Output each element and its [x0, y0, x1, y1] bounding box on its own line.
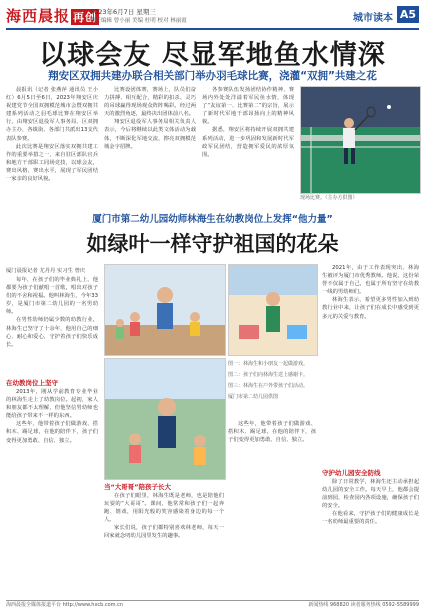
badminton-photo	[300, 86, 421, 194]
story2-column-right-bottom: 除了日常教学，林海生还主动承担起幼儿园的安全工作。每天早上，他都会提前到园，检查园内各项设施，确保孩子们的安全。 在他看来，守护孩子们的健康成长是一名幼师最重要的责任。	[322, 479, 419, 526]
masthead	[6, 5, 419, 27]
newspaper-logo: 海西晨报 再创	[6, 7, 98, 25]
story2-subhead-1: 在幼教岗位上坚守	[6, 379, 58, 387]
story1-column-1: 晨报讯（记者 张燕萍 通讯员 王小红）6月5日至6日，2023年翔安区庆祝建党节全国双拥模范城市会暨双拥共建系列活动之羽毛球比赛在翔安区举行，由翔安区退役军人事务局、区双拥办主办，各镇街、各部门共派出13支代表队参赛。 此次比赛是翔安区落实双拥共建工作的重要举措之一，来自驻区部队官兵和地方干部职工同场竞技，以球会友，赛出风格、赛出水平，展现了军民团结一家亲的良好风貌。	[6, 87, 98, 183]
footer-left: 海西晨报全媒体报道平台 http://www.hxcb.com.cn	[6, 602, 124, 608]
page-number: A5	[397, 6, 419, 23]
outdoor-photo	[104, 358, 226, 480]
story1-subheadline: 翔安区双拥共建办联合相关部门举办羽毛球比赛，浇灌“双拥”共建之花	[48, 70, 377, 82]
story2-subhead-3: 当“大哥哥”陪孩子长大	[104, 483, 172, 491]
classroom-photo	[104, 264, 226, 356]
footer-right: 新闻热线 968820 读者服务热线 0592-5589999	[308, 602, 419, 608]
logo-mark: 再创	[73, 11, 98, 24]
photo-captions	[228, 360, 316, 400]
story2-column-left-bottom: 2013年，刚从学前教育专业毕业的林海生走上了幼教岗位。起初，家人和朋友都不太理解，但他坚信男幼师也能给孩子带来不一样的东西。 这些年，他带着孩子们做游戏、搭积木、踢足球，在他的陪伴下，孩子们变得更加勇敢、自信、独立。	[6, 389, 98, 444]
story2-column-left-top: 每年，在孩子们的毕业典礼上，他都要为孩子们献唱一首歌，唱出对孩子们的不舍和祝福。他叫林海生，今年33岁，是厦门市第二幼儿园的一名男幼师。 在男性幼师仍属少数的幼教行业，林海生已坚守了十余年，他用自己的细心、耐心和爱心，守护着孩子们快乐成长。	[6, 277, 98, 348]
photo-caption-1: 图一：林海生和小朋友一起做游戏。	[228, 361, 309, 367]
photo-caption-2: 图二：孩子们向林海生送上感谢卡。	[228, 372, 309, 378]
story2-column-middle-right: 这些年，他带着孩子们做游戏、搭积木、踢足球，在他的陪伴下，孩子们变得更加勇敢、自信、独立。	[228, 421, 316, 444]
story2-headline: 如绿叶一样守护祖国的花朵	[86, 231, 339, 256]
story1-headline: 以球会友 尽显军地鱼水情深	[39, 40, 386, 71]
header-rule	[6, 28, 419, 30]
page-footer	[6, 600, 419, 610]
issue-date: 2023年6月7日 星期三	[90, 8, 156, 16]
story2-subhead-2: 守护幼儿园安全防线	[322, 469, 381, 477]
story2-byline: 厦门晨报记者 尤丹丹 实习生 曾庆	[6, 268, 86, 274]
section-name: 城市读本	[353, 13, 393, 24]
photo-credit: 厦门市第二幼儿园供图	[228, 394, 279, 400]
story1-column-3: 各参赛队伍发扬团结协作精神，赛场内外处处洋溢着军民鱼水情，体现了“友谊第一、比赛第二”的宗旨，展示了新时代军地干部昂扬向上的精神风貌。 据悉，翔安区将持续开展双拥共建系列活动，进一步巩固和发展新时代军政军民团结，营造拥军爱民的浓厚氛围。	[202, 87, 294, 158]
editor-credits: 责任编辑 曾小丽 美编 杜明 校对 林丽霞	[90, 18, 187, 24]
story2-column-right-top: 2021年，由于工作表现突出，林海生被评为厦门市优秀教师。他说，这份荣誉不仅属于自己，也属于所有坚守在幼教一线的男幼师们。 林海生表示，希望更多男性加入到幼教行业中来，让孩子们在成长中感受到更多元的关爱与教育。	[322, 265, 419, 320]
photo-caption-3: 图三：林海生在户外带孩子们活动。	[228, 383, 309, 389]
story2-column-middle-bottom: 在孩子们眼里，林海生既是老师，也是陪他们玩耍的“大哥哥”。课间，他常常和孩子们一起奔跑、嬉戏，用阳光般的笑容感染着身边的每一个人。 家长们说，孩子们都特别喜欢林老师，每天一回家就念叨幼儿园里发生的趣事。	[104, 493, 224, 540]
story1-column-2: 比赛设团体赛，赛场上，队员们奋力拼搏、相互配合，精彩的扣杀、灵巧的吊球赢得现场观众阵阵喝彩。经过两天的激烈角逐，最终决出团体前八名。 翔安区退役军人事务局相关负责人表示，今后将继续以此类文体活动为载体，不断深化军地交流，擦亮双拥模范城金字招牌。	[104, 87, 196, 150]
activity-photo	[228, 264, 318, 356]
story2-kicker: 厦门市第二幼儿园幼师林海生在幼教岗位上发挥“他力量”	[92, 214, 333, 225]
story1-photo-caption: 现场比赛。（主办方供图）	[300, 195, 358, 201]
